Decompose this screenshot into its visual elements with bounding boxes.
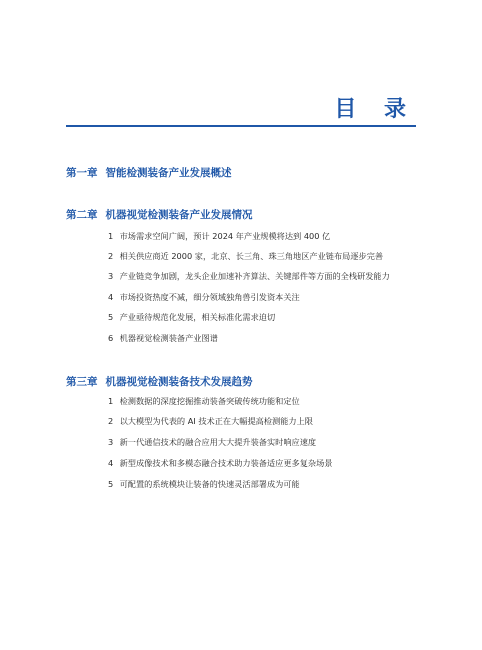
chapter-title: 机器视觉检测装备技术发展趋势: [105, 376, 253, 388]
toc-item[interactable]: [108, 395, 300, 407]
toc-item[interactable]: [108, 291, 300, 303]
item-text: 新一代通信技术的融合应用大大提升装备实时响应速度: [119, 437, 317, 447]
item-text: 新型成像技术和多模态融合技术助力装备适应更多复杂场景: [119, 458, 333, 468]
item-number: 6: [108, 333, 114, 343]
item-text: 相关供应商近 2000 家，北京、长三角、珠三角地区产业链布局逐步完善: [119, 251, 384, 261]
toc-item[interactable]: [108, 230, 330, 242]
item-number: 3: [108, 271, 114, 281]
toc-title: 目 录: [334, 97, 416, 122]
item-number: 1: [108, 231, 114, 241]
item-text: 可配置的系统模块让装备的快速灵活部署成为可能: [119, 479, 300, 489]
toc-item[interactable]: [108, 311, 275, 323]
item-text: 检测数据的深度挖掘推动装备突破传统功能和定位: [119, 396, 300, 406]
item-text: 产业亟待规范化发展，相关标准化需求迫切: [119, 312, 276, 322]
item-number: 3: [108, 437, 114, 447]
item-number: 4: [108, 458, 114, 468]
toc-item[interactable]: [108, 415, 313, 427]
toc-item[interactable]: [108, 250, 383, 262]
chapter-3: [66, 375, 426, 489]
item-number: 5: [108, 312, 114, 322]
title-divider: [66, 125, 416, 127]
item-number: 4: [108, 292, 114, 302]
item-number: 1: [108, 396, 114, 406]
item-text: 产业链竞争加剧，龙头企业加速补齐算法、关键部件等方面的全栈研发能力: [119, 271, 390, 281]
toc-item[interactable]: [108, 270, 390, 282]
item-text: 机器视觉检测装备产业图谱: [119, 333, 218, 343]
item-number: 2: [108, 416, 114, 426]
toc-item[interactable]: [108, 332, 218, 344]
chapter-title: 智能检测装备产业发展概述: [105, 167, 232, 179]
chapter-label: 第三章: [66, 376, 98, 388]
toc-item[interactable]: [108, 478, 300, 490]
chapter-label: 第一章: [66, 167, 98, 179]
chapter-heading[interactable]: [66, 166, 426, 180]
item-text: 市场投资热度不减，细分领域独角兽引发资本关注: [119, 292, 300, 302]
chapter-heading[interactable]: [66, 375, 426, 389]
item-number: 5: [108, 479, 114, 489]
item-text: 以大模型为代表的 AI 技术正在大幅提高检测能力上限: [119, 416, 313, 426]
chapter-1: [66, 166, 426, 180]
chapter-heading[interactable]: [66, 208, 426, 222]
item-text: 市场需求空间广阔，预计 2024 年产业规模将达到 400 亿: [119, 231, 331, 241]
toc-item[interactable]: [108, 457, 333, 469]
chapter-2: [66, 208, 426, 343]
item-number: 2: [108, 251, 114, 261]
toc-item[interactable]: [108, 436, 316, 448]
chapter-label: 第二章: [66, 209, 98, 221]
chapter-title: 机器视觉检测装备产业发展情况: [105, 209, 253, 221]
